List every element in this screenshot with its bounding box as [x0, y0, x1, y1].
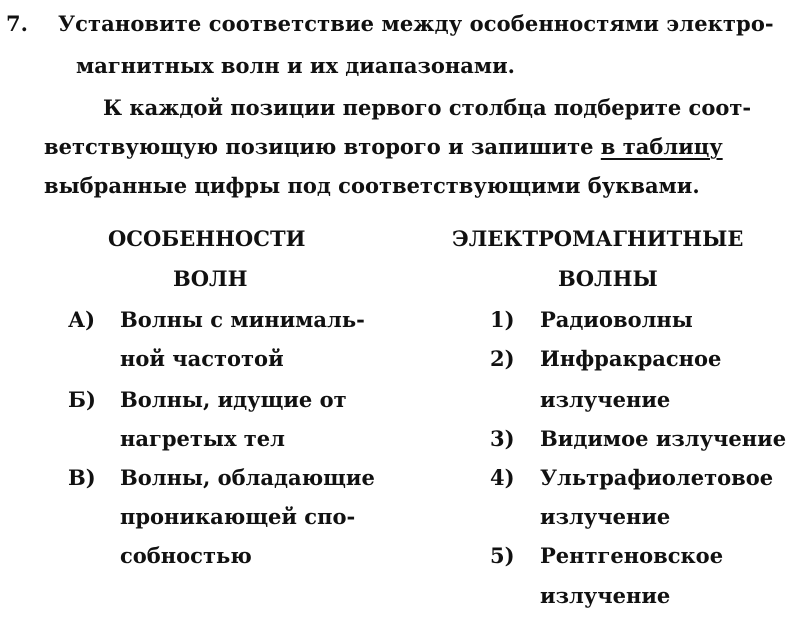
- right-item-3-line-1: Видимое излучение: [540, 426, 787, 451]
- right-item-5-line-2: излучение: [540, 583, 671, 608]
- right-item-4-line-2: излучение: [540, 504, 671, 529]
- right-item-key-2: 2): [490, 346, 515, 371]
- instruction-line-2-text: ветствующую позицию второго и запишите: [44, 134, 601, 159]
- left-item-v-line-1: Волны, обладающие: [120, 465, 375, 490]
- question-number: 7.: [6, 11, 28, 36]
- instruction-line-3: выбранные цифры под соответствующими буквами.: [44, 173, 700, 198]
- right-item-2-line-2: излучение: [540, 387, 671, 412]
- left-item-v-line-2: проникающей спо-: [120, 504, 356, 529]
- right-item-key-4: 4): [490, 465, 515, 490]
- instruction-line-2: [44, 127, 723, 167]
- left-column-header-line-2: ВОЛН: [173, 266, 248, 291]
- instruction-underlined-text: в таблицу: [600, 134, 723, 159]
- left-item-a-line-1: Волны с минималь-: [120, 307, 365, 332]
- right-item-5-line-1: Рентгеновское: [540, 543, 724, 568]
- left-item-b-line-2: нагретых тел: [120, 426, 285, 451]
- right-item-4-line-1: Ультрафиолетовое: [540, 465, 774, 490]
- left-item-key-a: А): [68, 307, 96, 332]
- right-item-key-3: 3): [490, 426, 515, 451]
- right-column-header-line-2: ВОЛНЫ: [558, 266, 658, 291]
- left-item-key-v: В): [68, 465, 96, 490]
- right-item-key-1: 1): [490, 307, 515, 332]
- right-item-1-line-1: Радиоволны: [540, 307, 693, 332]
- right-item-key-5: 5): [490, 543, 515, 568]
- left-item-b-line-1: Волны, идущие от: [120, 387, 347, 412]
- instruction-line-1: К каждой позиции первого столбца подберите соот-: [103, 95, 752, 120]
- question-text-line-1: Установите соответствие между особенностями электро-: [58, 11, 774, 36]
- left-item-a-line-2: ной частотой: [120, 346, 284, 371]
- right-item-2-line-1: Инфракрасное: [540, 346, 722, 371]
- question-text-line-2: магнитных волн и их диапазонами.: [76, 53, 515, 78]
- left-column-header-line-1: ОСОБЕННОСТИ: [108, 226, 306, 251]
- left-item-key-b: Б): [68, 387, 96, 412]
- right-column-header-line-1: ЭЛЕКТРОМАГНИТНЫЕ: [452, 226, 744, 251]
- left-item-v-line-3: собностью: [120, 543, 252, 568]
